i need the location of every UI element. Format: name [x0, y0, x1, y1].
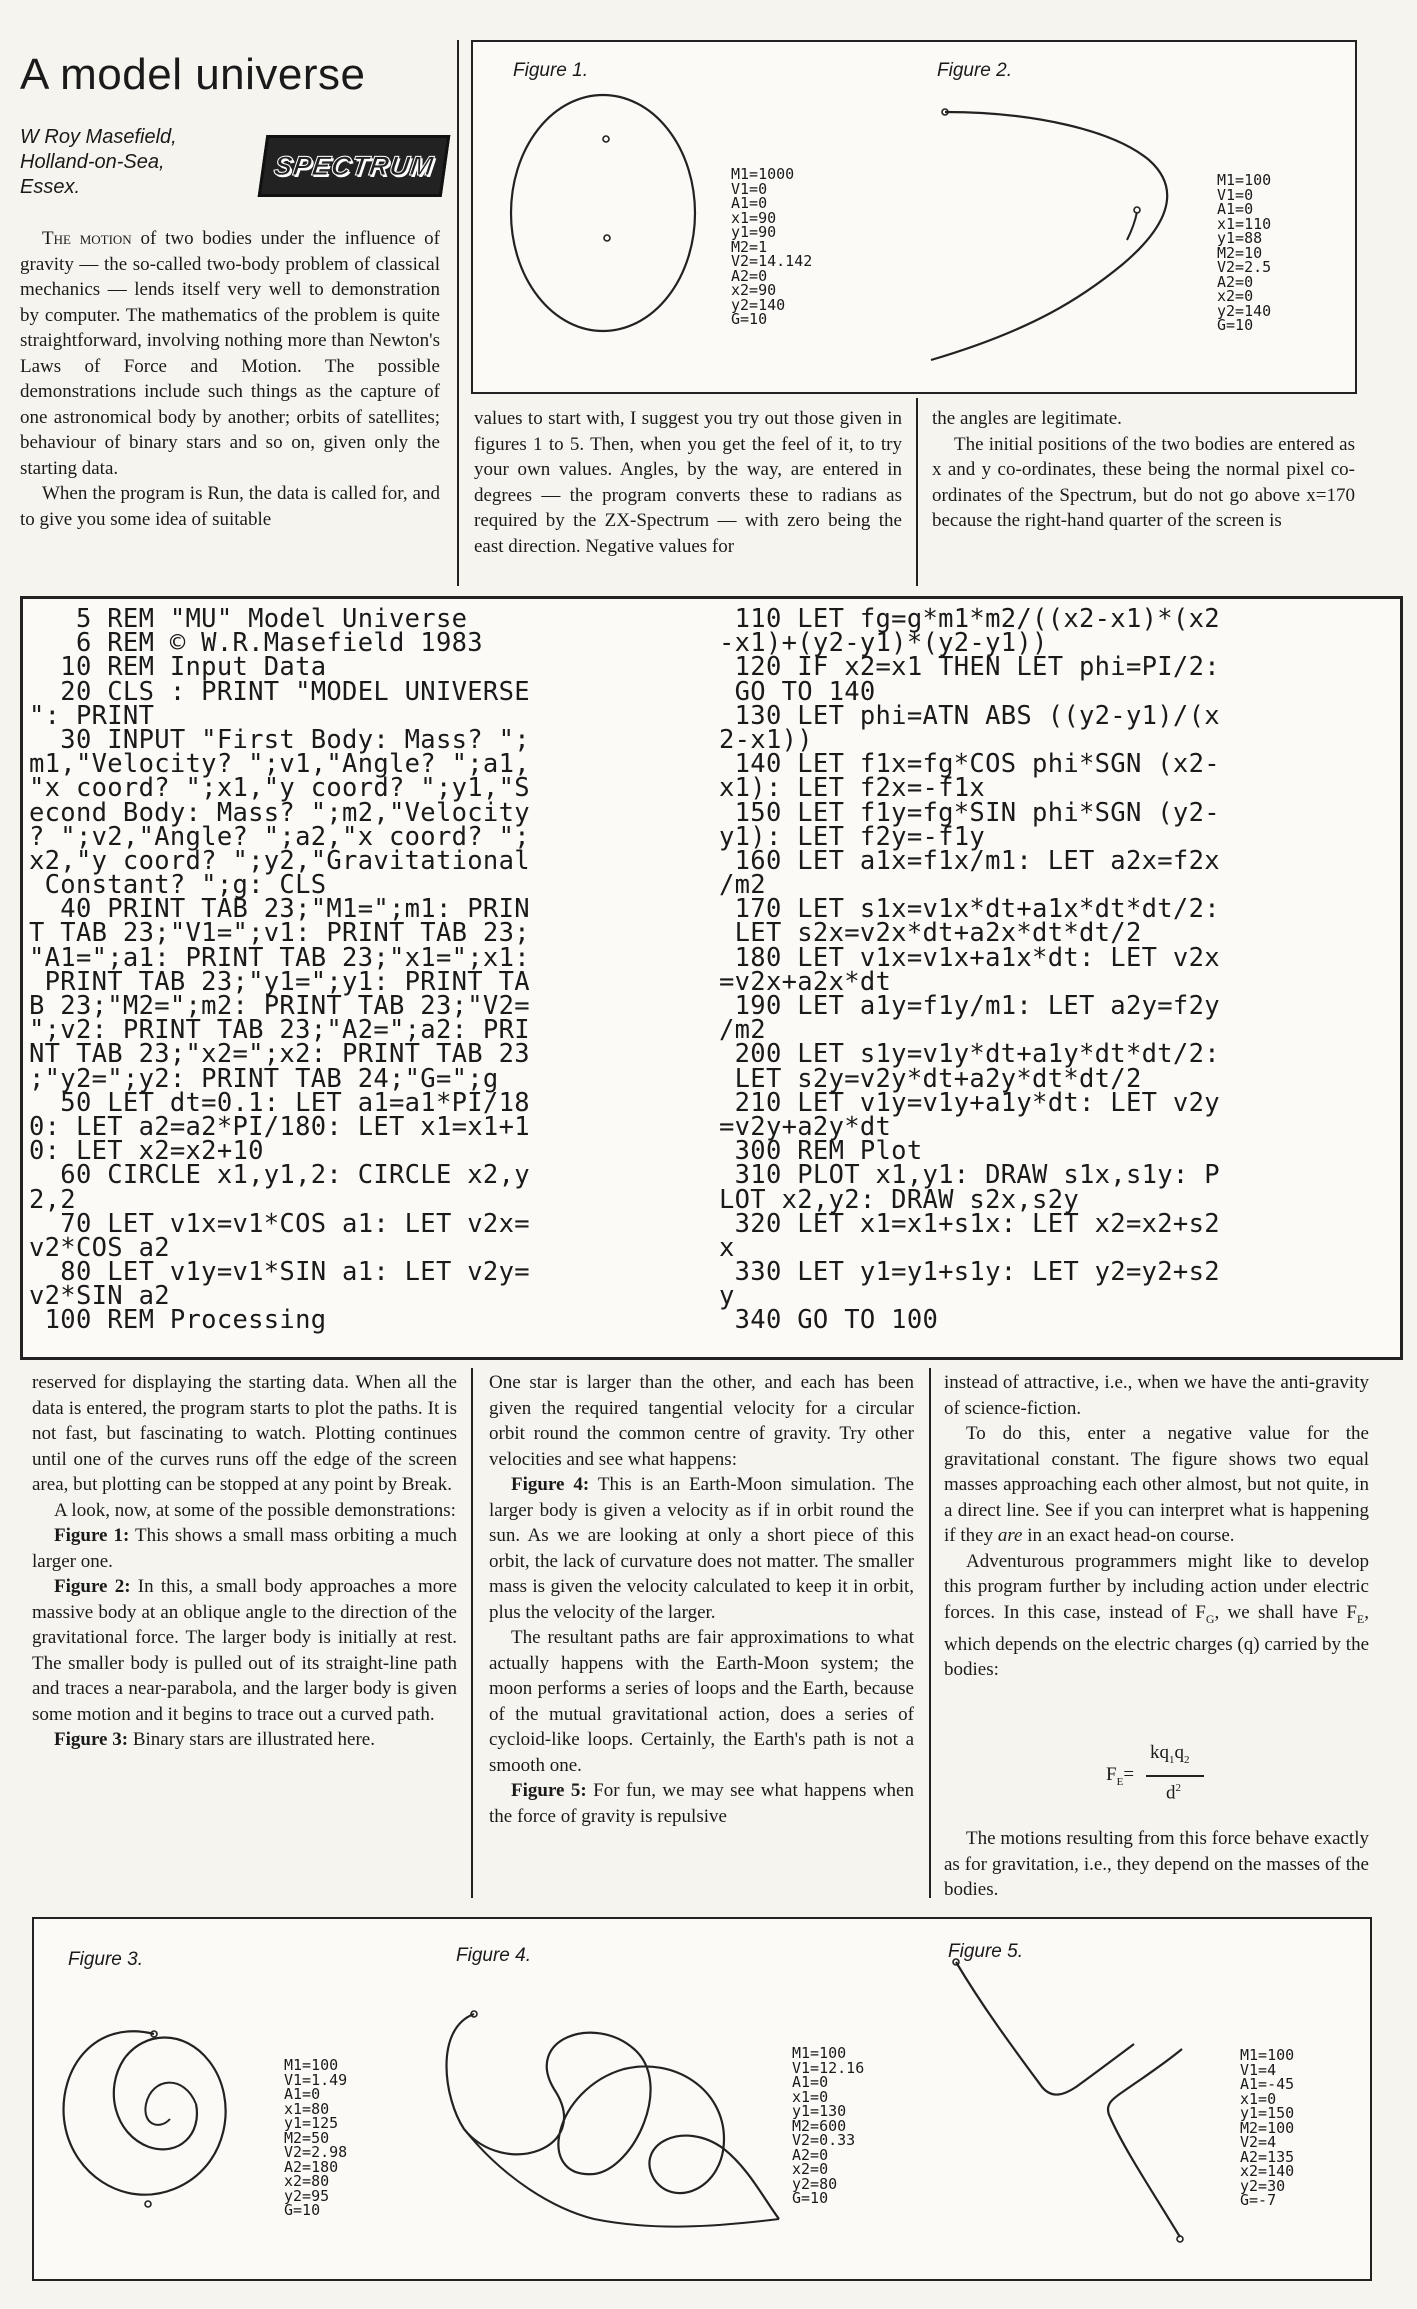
listing-line: 6 REM © W.R.Masefield 1983: [29, 628, 483, 659]
listing-line: B 23;"M2=";m2: PRINT TAB 23;"V2=: [29, 991, 530, 1021]
listing-line: PRINT TAB 23;"y1=";y1: PRINT TA: [29, 966, 530, 997]
body-paragraph: To do this, enter a negative value for the gravitational constant. The figure shows two equal masses approaching each other almost, but not quite, in a direct line. See if you can interpret what is happening if they are in an exact head-on course.: [944, 1423, 1369, 1546]
figure-2-label: Figure 2.: [937, 60, 1012, 81]
listing-line: 200 LET s1y=v1y*dt+a1y*dt*dt/2:: [719, 1039, 1220, 1070]
listing-line: 60 CIRCLE x1,y1,2: CIRCLE x2,y: [29, 1160, 530, 1191]
listing-line: "A1=";a1: PRINT TAB 23;"x1=";x1:: [29, 942, 530, 973]
listing-line: 310 PLOT x1,y1: DRAW s1x,s1y: P: [719, 1160, 1220, 1191]
body-paragraph: reserved for displaying the starting data. When all the data is entered, the program starts to plot the paths. It is not fast, but fascinating to watch. Plotting continues until one of the curves runs off the edge of the screen area, but plotting can be stopped at any point by Break.: [32, 1372, 457, 1495]
intro-paragraph-2: When the program is Run, the data is called for, and to give you some idea of suitable: [20, 483, 440, 530]
formula-numerator: $kq_1q_2$: [1150, 1742, 1190, 1766]
listing-line: 80 LET v1y=v1*SIN a1: LET v2y=: [29, 1257, 530, 1288]
listing-line: 0: LET x2=x2+10: [29, 1136, 264, 1167]
spectrum-logo: SPECTRUM: [258, 135, 451, 197]
column-rule: [916, 398, 918, 586]
body-paragraph: instead of attractive, i.e., when we have the anti-gravity of science-fiction.: [944, 1372, 1369, 1419]
body-paragraph: One star is larger than the other, and each has been given the required tangential velocity for a circular orbit round the common centre of gravity. Try other velocities and see what happens:: [489, 1372, 914, 1470]
listing-line: 130 LET phi=ATN ABS ((y2-y1)/(x: [719, 700, 1220, 731]
listing-line: NT TAB 23;"x2=";x2: PRINT TAB 23: [29, 1039, 530, 1070]
figure-3-orbit-small: [145, 2083, 196, 2125]
listing-line: 40 PRINT TAB 23;"M1=";m1: PRIN: [29, 894, 530, 925]
body-paragraph: The motions resulting from this force behave exactly as for gravitation, i.e., they depend on the masses of the bodies.: [944, 1828, 1369, 1900]
listing-line: 10 REM Input Data: [29, 652, 327, 683]
figure-1-central-mass: [604, 235, 610, 241]
listing-line: y: [719, 1281, 735, 1312]
author-name: W Roy Masefield,: [20, 126, 177, 148]
listing-line: 20 CLS : PRINT "MODEL UNIVERSE: [29, 676, 530, 707]
figure-5-body-2-path: [1108, 2049, 1182, 2237]
listing-right-column: [719, 604, 1220, 1336]
listing-line: 340 GO TO 100: [719, 1305, 939, 1336]
figures-3-5-plots: [34, 1919, 1370, 2279]
listing-line: /m2: [719, 1015, 766, 1046]
listing-line: 210 LET v1y=v1y+a1y*dt: LET v2y: [719, 1087, 1220, 1118]
figure-2-large-path: [1127, 212, 1137, 240]
listing-line: =v2x+a2x*dt: [719, 966, 892, 997]
figure-4-description: Figure 4: This is an Earth-Moon simulation. The larger body is given a velocity as if in orbit round the sun. As we are looking at only a short piece of this orbit, the lack of curvature does not matter. The smaller mass is given the velocity calculated to keep it in orbit, plus the velocity of the larger.: [489, 1474, 914, 1623]
body-paragraph: Adventurous programmers might like to develop this program further by including action under electric forces. In this case, instead of $F_G$, we shall have $F_E$, which depends on the electric charges (q) carried by the bodies:: [944, 1550, 1369, 1681]
listing-line: x1): LET f2x=-f1x: [719, 773, 986, 804]
intro-paragraph-4: the angles are legitimate.: [932, 408, 1122, 429]
body-paragraph: The resultant paths are fair approximations to what actually happens with the Earth-Moon system; the moon performs a series of loops and the Earth, because of the mutual gravitational action, does a series of cycloid-like loops. Certainly, the Earth's path is not a smooth one.: [489, 1627, 914, 1776]
listing-line: y1): LET f2y=-f1y: [719, 821, 986, 852]
listing-line: GO TO 140: [719, 676, 876, 707]
listing-line: 50 LET dt=0.1: LET a1=a1*PI/18: [29, 1087, 530, 1118]
listing-line: 140 LET f1x=fg*COS phi*SGN (x2-: [719, 749, 1220, 780]
intro-column-1: [20, 226, 440, 532]
listing-line: ? ";v2,"Angle? ";a2,"x coord? ";: [29, 821, 530, 852]
listing-line: ;"y2=";y2: PRINT TAB 24;"G=";g: [29, 1063, 499, 1094]
listing-line: 330 LET y1=y1+s1y: LET y2=y2+s2: [719, 1257, 1220, 1288]
listing-line: v2*COS a2: [29, 1232, 170, 1263]
figure-3-body-2: [145, 2201, 151, 2207]
author-byline: [20, 125, 177, 200]
figure-2-small-path: [931, 112, 1167, 360]
listing-line: Constant? ";g: CLS: [29, 870, 327, 901]
electric-force-formula: [1106, 1742, 1216, 1812]
formula-fraction-bar: [1146, 1775, 1204, 1777]
lower-column-1: [32, 1370, 457, 1753]
listing-line: 190 LET a1y=f1y/m1: LET a2y=f2y: [719, 991, 1220, 1021]
figures-3-5-panel: [32, 1917, 1372, 2281]
listing-line: 0: LET a2=a2*PI/180: LET x1=x1+1: [29, 1111, 530, 1142]
figure-3-description: Figure 3: Binary stars are illustrated here.: [54, 1729, 375, 1750]
listing-line: m1,"Velocity? ";v1,"Angle? ";a1,: [29, 749, 530, 780]
listing-line: =v2y+a2y*dt: [719, 1111, 892, 1142]
lower-column-2: [489, 1370, 914, 1829]
listing-line: T TAB 23;"V1=";v1: PRINT TAB 23;: [29, 918, 530, 949]
listing-line: 30 INPUT "First Body: Mass? ";: [29, 724, 530, 755]
figure-1-description: Figure 1: This shows a small mass orbiting a much larger one.: [32, 1525, 457, 1572]
listing-line: -x1)+(y2-y1)*(y2-y1)): [719, 628, 1048, 659]
intro-paragraph-5: The initial positions of the two bodies are entered as x and y co-ordinates, these being the normal pixel co-ordinates of the Spectrum, but do not go above x=170 because the right-hand quarter of the screen is: [932, 433, 1355, 531]
author-town: Holland-on-Sea,: [20, 151, 165, 173]
figure-4-moon-path: [447, 2014, 780, 2219]
listing-left-column: [29, 604, 530, 1336]
intro-column-2: [474, 406, 902, 559]
figure-4-earth-path: [464, 2129, 779, 2227]
article-title: A model universe: [20, 50, 366, 99]
lead-caps: The motion: [42, 228, 132, 249]
listing-line: ";v2: PRINT TAB 23;"A2=";a2: PRI: [29, 1015, 530, 1046]
listing-line: x2,"y coord? ";y2,"Gravitational: [29, 845, 530, 876]
listing-line: v2*SIN a2: [29, 1281, 170, 1312]
program-listing: [20, 596, 1403, 1360]
body-paragraph: A look, now, at some of the possible demonstrations:: [54, 1499, 456, 1521]
listing-line: 300 REM Plot: [719, 1136, 923, 1167]
figure-5-description: Figure 5: For fun, we may see what happens when the force of gravity is repulsive: [489, 1780, 914, 1827]
column-rule: [457, 40, 459, 586]
listing-line: 2,2: [29, 1184, 76, 1215]
listing-line: "x coord? ";x1,"y coord? ";y1,"S: [29, 773, 530, 804]
figures-1-2-panel: [471, 40, 1357, 394]
formula-lhs: $F_E=$: [1106, 1764, 1135, 1788]
intro-paragraph-1: The motion of two bodies under the influence of gravity — the so-called two-body problem of classical mechanics — lends itself very well to demonstration by computer. The mathematics of the problem is quite straightforward, involving nothing more than Newton's Laws of Force and Motion. The possible demonstrations include such things as the capture of one astronomical body by another; orbits of satellites; behaviour of binary stars and so on, given only the starting data.: [20, 228, 440, 479]
figure-1-label: Figure 1.: [513, 60, 588, 81]
figure-1-body-start: [603, 136, 609, 142]
figure-4-data: M1=100 V1=12.16 A1=0 x1=0 y1=130 M2=600 V2=0.33 A2=0 x2=0 y2=80 G=10: [792, 2044, 865, 2207]
figure-3-orbit-large: [64, 2031, 226, 2194]
figure-1-data: M1=1000 V1=0 A1=0 x1=90 y1=90 M2=1 V2=14.142 A2=0 x2=90 y2=140 G=10: [731, 165, 813, 328]
figure-1-orbit: [511, 95, 695, 331]
listing-line: 160 LET a1x=f1x/m1: LET a2x=f2x: [719, 845, 1220, 876]
lower-column-3-end: [944, 1826, 1369, 1903]
listing-line: 5 REM "MU" Model Universe: [29, 604, 468, 634]
intro-column-3: [932, 406, 1355, 534]
listing-line: 150 LET f1y=fg*SIN phi*SGN (y2-: [719, 797, 1220, 828]
listing-line: x: [719, 1232, 735, 1263]
figure-2-data: M1=100 V1=0 A1=0 x1=110 y1=88 M2=10 V2=2.5 A2=0 x2=0 y2=140 G=10: [1217, 171, 1272, 334]
figure-3-label: Figure 3.: [68, 1949, 143, 1970]
figure-3-data: M1=100 V1=1.49 A1=0 x1=80 y1=125 M2=50 V2=2.98 A2=180 x2=80 y2=95 G=10: [284, 2056, 348, 2219]
listing-line: 110 LET fg=g*m1*m2/((x2-x1)*(x2: [719, 604, 1220, 634]
listing-line: LET s2x=v2x*dt+a2x*dt*dt/2: [719, 918, 1142, 949]
figure-5-body-1-path: [956, 1962, 1134, 2095]
listing-line: econd Body: Mass? ";m2,"Velocity: [29, 797, 530, 828]
figure-5-label: Figure 5.: [948, 1941, 1023, 1962]
listing-line: 100 REM Processing: [29, 1305, 327, 1336]
listing-line: /m2: [719, 870, 766, 901]
intro-paragraph-3: values to start with, I suggest you try out those given in figures 1 to 5. Then, when you get the feel of it, to try your own values. Angles, by the way, are entered in degrees — the program converts these to radians as required by the ZX-Spectrum — with zero being the east direction. Negative values for: [474, 408, 902, 557]
listing-line: 320 LET x1=x1+s1x: LET x2=x2+s2: [719, 1208, 1220, 1239]
figure-5-data: M1=100 V1=4 A1=-45 x1=0 y1=150 M2=100 V2=4 A2=135 x2=140 y2=30 G=-7: [1240, 2046, 1295, 2209]
listing-line: 2-x1)): [719, 724, 813, 755]
listing-line: 170 LET s1x=v1x*dt+a1x*dt*dt/2:: [719, 894, 1220, 925]
author-county: Essex.: [20, 176, 81, 198]
listing-line: 180 LET v1x=v1x+a1x*dt: LET v2x: [719, 942, 1220, 973]
column-rule: [929, 1368, 931, 1898]
lower-column-3: [944, 1370, 1369, 1683]
column-rule: [471, 1368, 473, 1898]
listing-line: LOT x2,y2: DRAW s2x,s2y: [719, 1184, 1080, 1215]
figure-4-label: Figure 4.: [456, 1945, 531, 1966]
listing-line: ": PRINT: [29, 700, 155, 731]
listing-line: 120 IF x2=x1 THEN LET phi=PI/2:: [719, 652, 1220, 683]
listing-line: 70 LET v1x=v1*COS a1: LET v2x=: [29, 1208, 530, 1239]
listing-line: LET s2y=v2y*dt+a2y*dt*dt/2: [719, 1063, 1142, 1094]
figure-2-description: Figure 2: In this, a small body approaches a more massive body at an oblique angle to the direction of the gravitational force. The larger body is initially at rest. The smaller body is pulled out of its straight-line path and traces a near-parabola, and the larger body is given some motion and it begins to trace out a curved path.: [32, 1576, 457, 1725]
formula-denominator: $d^2$: [1166, 1782, 1181, 1804]
